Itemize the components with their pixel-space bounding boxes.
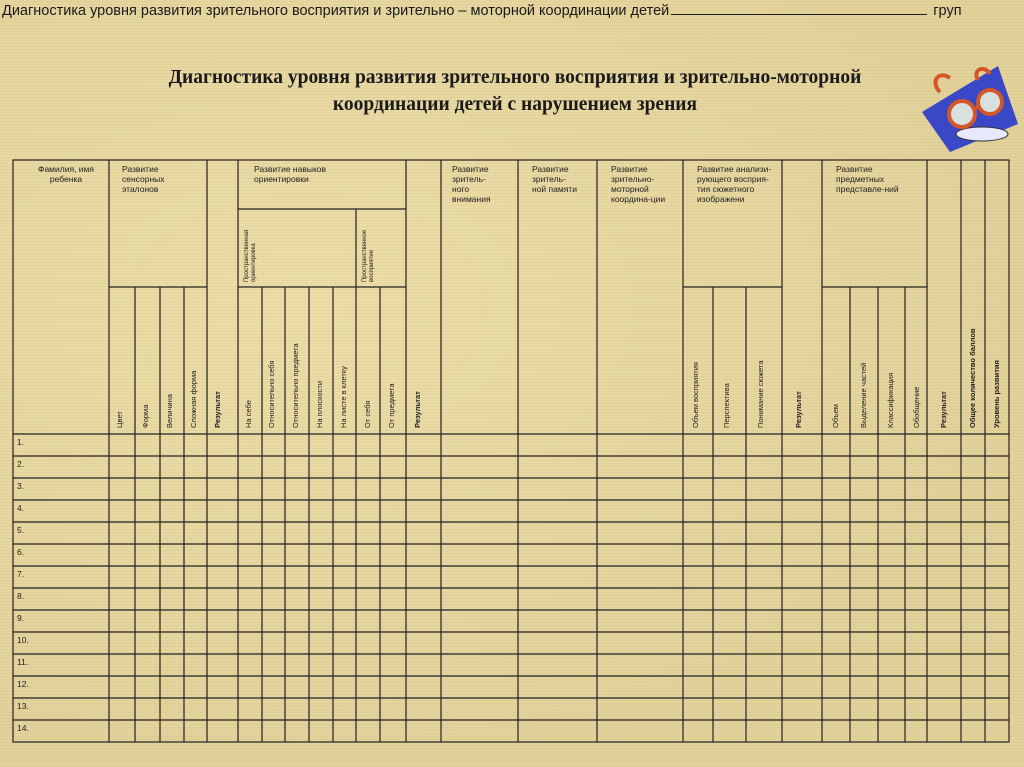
sub-complex-form: Сложная форма	[189, 370, 198, 428]
sub-volume: Объем	[831, 404, 840, 428]
sub-orient-result: Результат	[413, 391, 422, 428]
sub-on-plane: На плоскости	[315, 380, 324, 428]
header-line-blank	[671, 0, 927, 15]
row-number: 13.	[17, 701, 29, 711]
header-motor: Развитие зрительно-моторной координа-ции	[611, 164, 666, 204]
page-title-line2: координации детей с нарушением зрения	[332, 94, 698, 115]
row-number: 3.	[17, 481, 25, 491]
header-line-text: Диагностика уровня развития зрительного восприятия и зрительно – моторной координации детей	[2, 3, 670, 19]
sub-size: Величина	[165, 394, 174, 428]
header-name: Фамилия, имя ребенка	[37, 164, 94, 184]
row-number: 5.	[17, 525, 25, 535]
sub-level: Уровень развития	[992, 360, 1001, 428]
sub-on-sheet: На листе в клетку	[339, 366, 348, 428]
row-number: 1.	[17, 437, 25, 447]
row-number: 4.	[17, 503, 25, 513]
glasses-icon	[920, 64, 1020, 154]
row-number: 7.	[17, 569, 25, 579]
header-line	[2, 0, 1024, 22]
sub-perspective: Перспектива	[722, 383, 731, 428]
sub-analysis-result: Результат	[794, 391, 803, 428]
header-orient-perception: Пространственное восприятие	[362, 229, 375, 282]
header-sensory: Развитие сенсорных эталонов	[122, 164, 165, 194]
sub-from-self: От себя	[363, 400, 372, 428]
header-analysis: Развитие анализи-рующего восприя-тия сюжетного изображени	[697, 164, 772, 204]
header-orient-space: Пространственная ориентировка	[244, 229, 257, 282]
header-memory: Развитие зритель-ной памяти	[532, 164, 577, 194]
row-number: 14.	[17, 723, 29, 733]
header-attention: Развитие зритель-ного внимания	[452, 164, 491, 204]
sub-form: Форма	[141, 404, 150, 428]
sub-plot-understanding: Понимание сюжета	[756, 360, 765, 428]
sub-rel-object: Относительно предмета	[291, 343, 300, 428]
header-orient: Развитие навыков ориентировки	[254, 164, 327, 184]
sub-generalization: Обобщение	[912, 386, 921, 428]
sub-color: Цвет	[115, 411, 124, 428]
page-title	[60, 64, 970, 118]
header-line-suffix: груп	[933, 3, 962, 19]
row-number: 11.	[17, 657, 29, 667]
row-number: 8.	[17, 591, 25, 601]
sub-sensory-result: Результат	[213, 391, 222, 428]
row-number: 10.	[17, 635, 29, 645]
sub-total: Общее количество баллов	[968, 328, 977, 428]
sub-parts: Выделение частей	[859, 362, 868, 428]
row-number: 9.	[17, 613, 25, 623]
sub-rel-self: Относительно себя	[267, 360, 276, 428]
header-objects: Развитие предметных представле-ний	[836, 164, 899, 194]
page-title-line1: Диагностика уровня развития зрительного восприятия и зрительно-моторной	[168, 67, 862, 88]
row-number: 2.	[17, 459, 25, 469]
sub-objects-result: Результат	[939, 391, 948, 428]
sub-from-object: От предмета	[387, 383, 396, 428]
row-number: 6.	[17, 547, 25, 557]
row-number: 12.	[17, 679, 29, 689]
sub-volume-perception: Объем восприятия	[691, 362, 700, 428]
sub-on-self: На себе	[244, 400, 253, 428]
sub-classification: Классификация	[886, 372, 895, 428]
